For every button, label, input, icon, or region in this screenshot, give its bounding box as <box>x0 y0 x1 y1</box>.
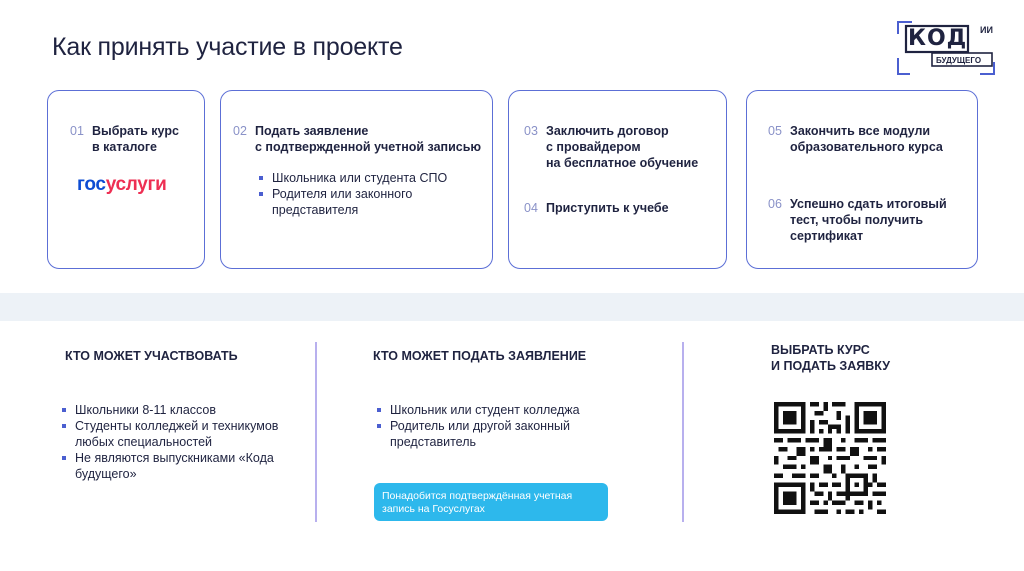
step-card-finish <box>746 90 978 269</box>
list-item: Школьники 8-11 классов <box>60 402 300 418</box>
who-can-participate-list <box>60 402 300 482</box>
list-item: Родитель или другой законный представитель <box>375 418 605 450</box>
who-can-apply-list <box>375 402 605 450</box>
step-card-apply <box>220 90 493 269</box>
step-03 <box>524 123 698 171</box>
gosuslugi-logo[interactable] <box>77 174 167 196</box>
step-05 <box>768 123 943 155</box>
logo-sub-text: БУДУЩЕГО <box>936 56 982 65</box>
step-number: 04 <box>524 201 538 215</box>
column-divider <box>315 342 317 522</box>
step-text: Выбрать курс в каталоге <box>92 124 179 154</box>
gosuslugi-logo-part1: гос <box>77 174 106 195</box>
list-item: Родителя или законного представителя <box>257 186 485 218</box>
step-04 <box>524 200 669 216</box>
list-item: Школьник или студент колледжа <box>375 402 605 418</box>
step-number: 03 <box>524 124 538 138</box>
step-text: Заключить договор с провайдером на бесплатное обучение <box>546 124 699 170</box>
gosuslugi-logo-part2: услуги <box>105 174 167 195</box>
step-text: Закончить все модули образовательного курса <box>790 124 943 154</box>
logo-sup-text: ИИ <box>980 25 993 35</box>
step-text: Успешно сдать итоговый тест, чтобы получить сертификат <box>790 197 947 243</box>
gosuslugi-account-note: Понадобится подтверждённая учетная запись на Госуслугах <box>374 483 608 521</box>
choose-course-heading: ВЫБРАТЬ КУРС И ПОДАТЬ ЗАЯВКУ <box>771 343 890 373</box>
step-number: 06 <box>768 197 782 211</box>
step-number: 05 <box>768 124 782 138</box>
step-text: Приступить к учебе <box>546 201 669 215</box>
list-item: Школьника или студента СПО <box>257 170 485 186</box>
who-can-participate-heading: КТО МОЖЕТ УЧАСТВОВАТЬ <box>65 349 238 363</box>
step-number: 02 <box>233 124 247 138</box>
step-02 <box>233 123 481 155</box>
kod-budushchego-logo <box>896 20 996 76</box>
step-number: 01 <box>70 124 84 138</box>
applicant-options-list <box>257 170 485 218</box>
step-01 <box>70 123 179 155</box>
qr-code-icon[interactable] <box>774 402 886 514</box>
list-item: Не являются выпускниками «Кода будущего» <box>60 450 300 482</box>
who-can-apply-heading: КТО МОЖЕТ ПОДАТЬ ЗАЯВЛЕНИЕ <box>373 349 587 363</box>
step-card-contract <box>508 90 727 269</box>
step-06 <box>768 196 947 244</box>
page-title: Как принять участие в проекте <box>52 33 403 61</box>
column-divider <box>682 342 684 522</box>
step-card-choose-course <box>47 90 205 269</box>
logo-main-text: КОД <box>908 26 968 51</box>
list-item: Студенты колледжей и техникумов любых специальностей <box>60 418 300 450</box>
section-divider-band <box>0 293 1024 321</box>
step-text: Подать заявление с подтвержденной учетной записью <box>255 124 482 154</box>
